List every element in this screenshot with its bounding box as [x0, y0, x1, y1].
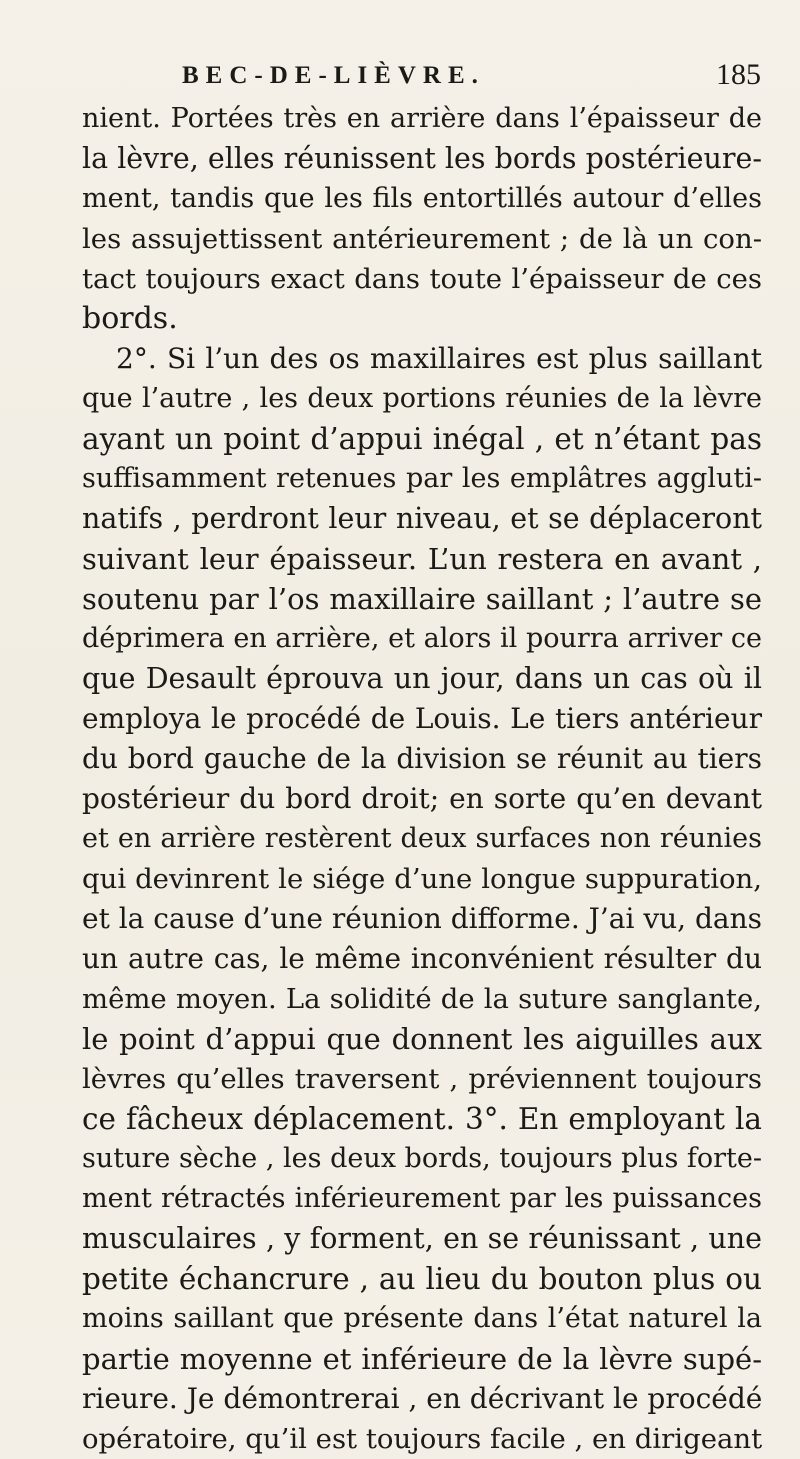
- running-title: BEC-DE-LIÈVRE.: [182, 62, 485, 89]
- text-line: ce fâcheux déplacement. 3°. En employant la: [82, 1102, 762, 1136]
- text-line: que l’autre , les deux portions réunies de la lèvre: [82, 383, 762, 414]
- text-line: ayant un point d’appui inégal , et n’étant pas: [82, 422, 762, 456]
- text-line: lèvres qu’elles traversent , préviennent toujours: [82, 1063, 762, 1095]
- text-line: moins saillant que présente dans l’état naturel la: [82, 1303, 762, 1334]
- text-line: employa le procédé de Louis. Le tiers antérieur: [82, 702, 762, 735]
- text-line: soutenu par l’os maxillaire saillant ; l’autre se: [82, 582, 762, 616]
- text-line: les assujettissent antérieurement ; de là un con-: [82, 223, 762, 255]
- text-line: suffisamment retenues par les emplâtres aggluti-: [82, 463, 762, 494]
- text-line: et en arrière restèrent deux surfaces non réunies: [82, 823, 762, 854]
- running-head: [0, 54, 800, 94]
- body-text: [82, 99, 762, 1459]
- text-line: petite échancrure , au lieu du bouton plus ou: [82, 1262, 762, 1296]
- text-line: tact toujours exact dans toute l’épaisseur de ces: [82, 263, 762, 295]
- text-line: même moyen. La solidité de la suture sanglante,: [82, 983, 762, 1015]
- text-line: suivant leur épaisseur. L’un restera en avant ,: [82, 542, 762, 576]
- text-line: et la cause d’une réunion difforme. J’ai vu, dans: [82, 902, 762, 935]
- text-line: que Desault éprouva un jour, dans un cas où il: [82, 662, 762, 695]
- text-line: natifs , perdront leur niveau, et se déplaceront: [82, 502, 762, 535]
- text-line: suture sèche , les deux bords, toujours plus forte-: [82, 1143, 762, 1174]
- text-line: le point d’appui que donnent les aiguilles aux: [82, 1022, 762, 1056]
- text-line: rieure. Je démontrerai , en décrivant le procédé: [82, 1382, 763, 1415]
- text-line: ment, tandis que les fils entortillés autour d’elles: [82, 183, 762, 214]
- text-line: la lèvre, elles réunissent les bords postérieure-: [82, 142, 762, 175]
- text-line: 2°. Si l’un des os maxillaires est plus saillant: [116, 342, 762, 375]
- text-line: postérieur du bord droit; en sorte qu’en devant: [82, 782, 762, 815]
- text-line: qui devinrent le siége d’une longue suppuration,: [82, 863, 762, 895]
- text-line: partie moyenne et inférieure de la lèvre supé-: [82, 1342, 762, 1376]
- text-line: musculaires , y forment, en se réunissant , une: [82, 1222, 762, 1255]
- text-line: un autre cas, le même inconvénient résulter du: [82, 942, 762, 975]
- text-line: déprimera en arrière, et alors il pourra arriver ce: [82, 623, 762, 654]
- page-number: 185: [716, 58, 761, 91]
- text-line: opératoire, qu’il est toujours facile , en dirigeant: [82, 1423, 763, 1455]
- text-line: ment rétractés inférieurement par les puissances: [82, 1183, 762, 1214]
- text-line: du bord gauche de la division se réunit au tiers: [82, 742, 762, 775]
- text-line: bords.: [82, 301, 178, 336]
- text-line: nient. Portées très en arrière dans l’épaisseur de: [82, 103, 762, 134]
